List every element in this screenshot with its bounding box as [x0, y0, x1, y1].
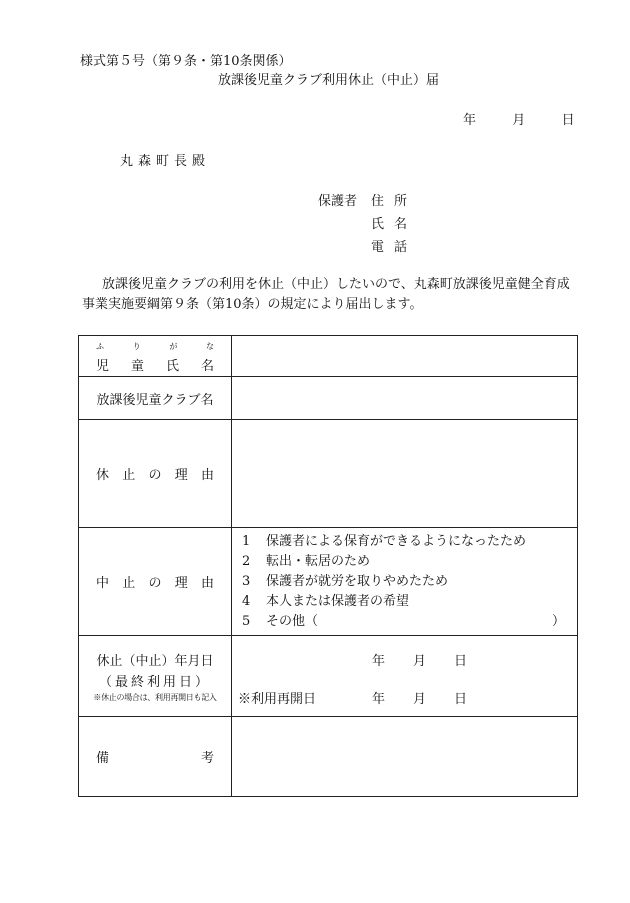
body-line-2: 事業実施要綱第９条（第10条）の規定により届出します。 — [82, 297, 423, 312]
resume-date-month: 月 — [413, 692, 427, 707]
resume-note: ※休止の場合は、利用再開日も記入 — [93, 692, 217, 702]
remarks-field[interactable] — [232, 717, 578, 797]
stop-date-day: 日 — [454, 654, 468, 669]
stop-reason-option[interactable]: 3 保護者が就労を取りやめたため — [242, 573, 449, 589]
stop-reason-option[interactable]: 4 本人または保護者の希望 — [242, 593, 410, 609]
last-use-label: （最終利用日） — [98, 674, 211, 690]
resume-date-label: ※利用再開日 — [238, 692, 317, 707]
child-name-label: ふ り が な 児 童 氏 名 — [79, 336, 232, 377]
remarks-label: 備 考 — [79, 717, 232, 797]
stop-reason-option[interactable]: 2 転出・転居のため — [242, 553, 371, 569]
guardian-label: 保護者 — [318, 194, 358, 209]
resume-date-day: 日 — [454, 692, 468, 707]
guardian-address-label: 住所 — [371, 194, 418, 209]
submission-date — [463, 109, 575, 128]
stop-date-month: 月 — [413, 654, 427, 669]
document-title: 放課後児童クラブ利用休止（中止）届 — [218, 73, 440, 88]
addressee: 丸森町長殿 — [120, 154, 211, 169]
other-close-paren: ） — [551, 613, 565, 629]
suspend-reason-label: 休 止 の 理 由 — [79, 420, 232, 528]
stop-date-year: 年 — [372, 654, 386, 669]
child-name-field[interactable] — [232, 336, 578, 377]
club-name-label: 放課後児童クラブ名 — [79, 377, 232, 420]
date-label-cell — [79, 636, 232, 717]
guardian-phone-label: 電話 — [371, 240, 418, 255]
suspend-reason-field[interactable] — [232, 420, 578, 528]
stop-reason-option[interactable]: 5 その他（ ） — [232, 612, 577, 632]
child-name-ruby: ふ り が な — [96, 342, 214, 351]
date-month-label: 月 — [512, 113, 526, 128]
guardian-name-label: 氏名 — [371, 217, 418, 232]
stop-reason-options — [232, 528, 578, 636]
stop-reason-label: 中 止 の 理 由 — [79, 528, 232, 636]
body-line-1: 放課後児童クラブの利用を休止（中止）したいので、丸森町放課後児童健全育成 — [102, 277, 570, 292]
date-field[interactable] — [232, 636, 578, 717]
date-label: 休止（中止）年月日 — [96, 653, 214, 669]
body-paragraph — [82, 275, 587, 315]
club-name-field[interactable] — [232, 377, 578, 420]
form-table — [78, 335, 578, 797]
date-year-label: 年 — [463, 113, 477, 128]
stop-reason-option[interactable]: 1 保護者による保育ができるようになったため — [242, 533, 527, 549]
form-number: 様式第５号（第９条・第10条関係） — [80, 54, 292, 69]
date-day-label: 日 — [561, 113, 575, 128]
resume-date-year: 年 — [372, 692, 386, 707]
